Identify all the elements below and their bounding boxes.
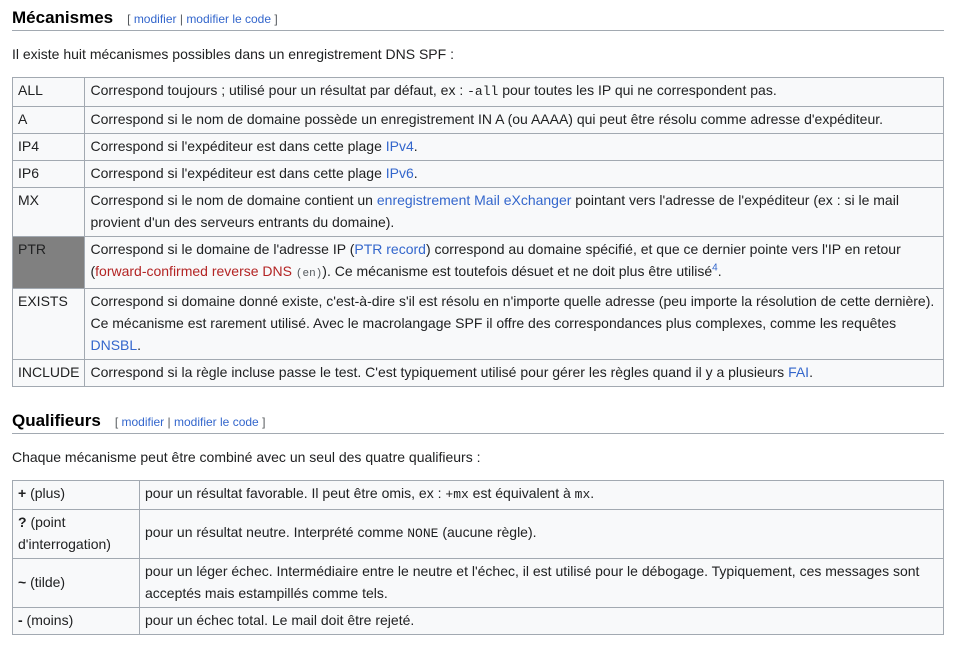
code-snippet: mx: [574, 487, 591, 502]
ipv6-link[interactable]: IPv6: [385, 165, 414, 181]
qualifier-desc: pour un résultat favorable. Il peut être omis, ex : +mx est équivalent à mx.: [140, 481, 944, 510]
qualifier-key: ? (point d'interrogation): [13, 510, 140, 559]
qualifier-desc: pour un léger échec. Intermédiaire entre le neutre et l'échec, il est utilisé pour le débogage. Typiquement, ces messages sont acceptés mais estampillés comme tels.: [140, 559, 944, 608]
qualifier-key: - (moins): [13, 608, 140, 635]
section-intro: Il existe huit mécanismes possibles dans un enregistrement DNS SPF :: [12, 46, 454, 62]
section-intro: Chaque mécanisme peut être combiné avec un seul des quatre qualifieurs :: [12, 449, 481, 465]
qualifier-desc: pour un échec total. Le mail doit être rejeté.: [140, 608, 944, 635]
qualifier-desc: pour un résultat neutre. Interprété comme NONE (aucune règle).: [140, 510, 944, 559]
table-row: [13, 360, 944, 387]
code-snippet: +mx: [445, 487, 469, 502]
table-row: [13, 78, 944, 107]
section-heading-qualifieurs: [12, 411, 944, 434]
mail-exchanger-link[interactable]: enregistrement Mail eXchanger: [376, 192, 572, 208]
qualifier-key: + (plus): [13, 481, 140, 510]
edit-links: [ modifier | modifier le code ]: [114, 415, 266, 429]
mechanism-key: MX: [13, 188, 85, 237]
section-title: Qualifieurs: [12, 411, 101, 430]
table-row: [13, 237, 944, 289]
mechanism-key: INCLUDE: [13, 360, 85, 387]
footnote-ref[interactable]: 4: [712, 262, 718, 274]
qualifier-key: ~ (tilde): [13, 559, 140, 608]
mechanism-desc: Correspond si l'expéditeur est dans cette plage IPv4.: [85, 134, 944, 161]
section-title: Mécanismes: [12, 8, 114, 27]
mechanism-key: IP4: [13, 134, 85, 161]
edit-code-link[interactable]: modifier le code: [186, 12, 272, 26]
section-heading-mecanismes: [12, 0, 944, 31]
ipv4-link[interactable]: IPv4: [385, 138, 414, 154]
language-tag[interactable]: (en): [295, 268, 323, 280]
table-row: [13, 289, 944, 360]
table-row: [13, 481, 944, 510]
edit-link[interactable]: modifier: [133, 12, 177, 26]
mechanism-desc: Correspond si la règle incluse passe le test. C'est typiquement utilisé pour gérer les règles quand il y a plusieurs FAI.: [85, 360, 944, 387]
mechanism-key: IP6: [13, 161, 85, 188]
dnsbl-link[interactable]: DNSBL: [90, 337, 138, 353]
ptr-record-link[interactable]: PTR record: [354, 241, 426, 257]
table-row: [13, 608, 944, 635]
mechanism-desc: Correspond si le nom de domaine contient un enregistrement Mail eXchanger pointant vers l'adresse de l'expéditeur (ex : si le mail provient d'un des serveurs entrants du domaine).: [85, 188, 944, 237]
code-snippet: NONE: [407, 526, 439, 541]
table-row: [13, 134, 944, 161]
table-row: [13, 188, 944, 237]
fcrdns-link[interactable]: forward-confirmed reverse DNS: [95, 263, 292, 279]
mechanism-desc: Correspond toujours ; utilisé pour un résultat par défaut, ex : -all pour toutes les IP qui ne correspondent pas.: [85, 78, 944, 107]
mechanism-desc: Correspond si domaine donné existe, c'est-à-dire s'il est résolu en n'importe quelle adresse (peu importe la résolution de cette dernière). Ce mécanisme est rarement utilisé. Avec le macrolangage SPF il offre des correspondances plus complexes, comme les requêtes DNSBL.: [85, 289, 944, 360]
mechanism-key: EXISTS: [13, 289, 85, 360]
mechanism-key: A: [13, 107, 85, 134]
table-row: [13, 107, 944, 134]
qualifiers-table: [12, 480, 944, 635]
fai-link[interactable]: FAI: [788, 364, 810, 380]
mechanism-desc: Correspond si le nom de domaine possède un enregistrement IN A (ou AAAA) qui peut être résolu comme adresse d'expéditeur.: [85, 107, 944, 134]
mechanism-desc: Correspond si l'expéditeur est dans cette plage IPv6.: [85, 161, 944, 188]
edit-links: [ modifier | modifier le code ]: [127, 12, 278, 26]
mechanism-key: ALL: [13, 78, 85, 107]
table-row: [13, 559, 944, 608]
mechanism-key: PTR: [13, 237, 85, 289]
code-snippet: -all: [467, 84, 499, 99]
edit-link[interactable]: modifier: [121, 415, 165, 429]
mechanism-desc: Correspond si le domaine de l'adresse IP (PTR record) correspond au domaine spécifié, et que ce dernier pointe vers l'IP en retour (forward-confirmed reverse DNS (en)). Ce mécanisme est toutefois désuet et ne doit plus être utilisé$^4$.: [85, 237, 944, 289]
mechanisms-table: [12, 77, 944, 387]
table-row: [13, 510, 944, 559]
table-row: [13, 161, 944, 188]
edit-code-link[interactable]: modifier le code: [174, 415, 259, 429]
